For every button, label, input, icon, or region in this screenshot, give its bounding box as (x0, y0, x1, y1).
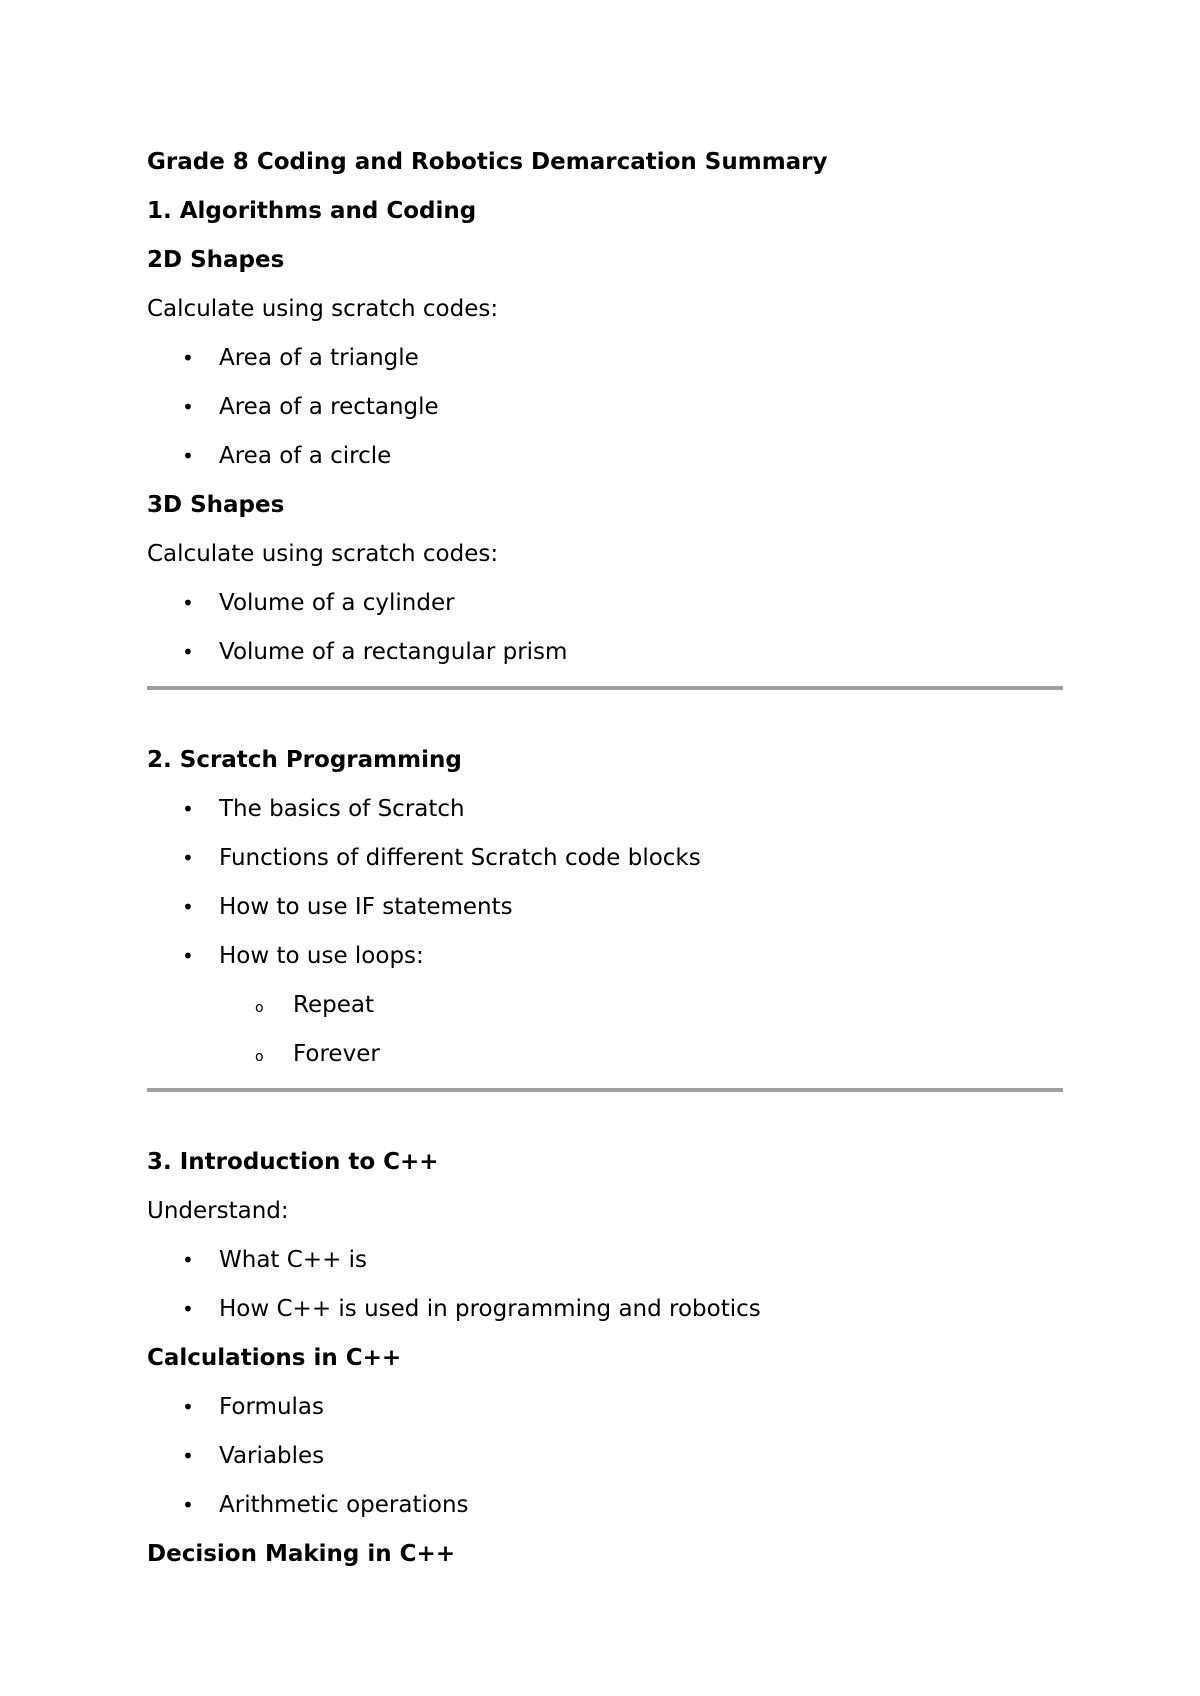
horizontal-rule (147, 686, 1063, 690)
sub-list-item: o Repeat (147, 981, 1063, 1030)
list-item: • How C++ is used in programming and robotics (147, 1285, 1063, 1334)
document-title: Grade 8 Coding and Robotics Demarcation Summary (147, 149, 828, 175)
list-item: • Arithmetic operations (147, 1481, 1063, 1530)
section-3-heading: 3. Introduction to C++ (147, 1149, 439, 1175)
list-item: • Volume of a cylinder (147, 579, 1063, 628)
list-item: • Area of a triangle (147, 334, 1063, 383)
subheading-decision-making: Decision Making in C++ (147, 1541, 456, 1567)
list-item: • How to use loops: (147, 932, 1063, 981)
list-item: • The basics of Scratch (147, 785, 1063, 834)
section-2-heading: 2. Scratch Programming (147, 747, 462, 773)
subheading-2d-shapes: 2D Shapes (147, 247, 285, 273)
list-item: • What C++ is (147, 1236, 1063, 1285)
intro-3d-shapes: Calculate using scratch codes: (147, 541, 499, 567)
section-1-heading: 1. Algorithms and Coding (147, 198, 477, 224)
list-item: • Formulas (147, 1383, 1063, 1432)
subheading-calculations: Calculations in C++ (147, 1345, 402, 1371)
list-item: • How to use IF statements (147, 883, 1063, 932)
list-item: • Volume of a rectangular prism (147, 628, 1063, 677)
list-item: • Area of a rectangle (147, 383, 1063, 432)
sub-list-item: o Forever (147, 1030, 1063, 1079)
list-item: • Area of a circle (147, 432, 1063, 481)
horizontal-rule (147, 1088, 1063, 1092)
document-content (147, 138, 1063, 1579)
list-item: • Functions of different Scratch code blocks (147, 834, 1063, 883)
intro-understand: Understand: (147, 1198, 289, 1224)
intro-2d-shapes: Calculate using scratch codes: (147, 296, 499, 322)
list-item: • Variables (147, 1432, 1063, 1481)
subheading-3d-shapes: 3D Shapes (147, 492, 285, 518)
